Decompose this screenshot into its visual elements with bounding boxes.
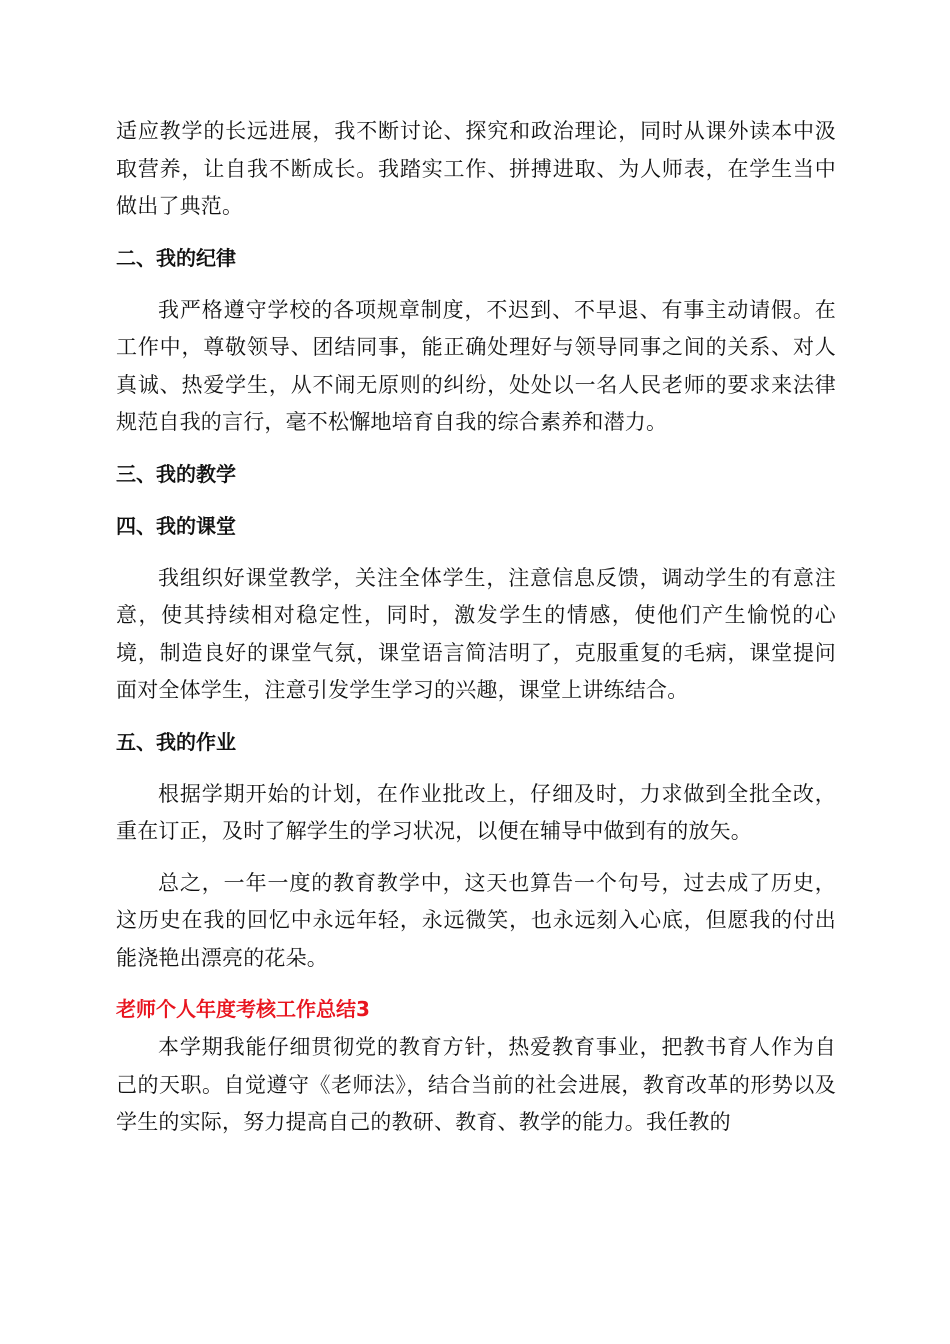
document-page xyxy=(116,113,836,1156)
section-title: 老师个人年度考核工作总结3 xyxy=(116,997,370,1021)
paragraph-section-intro: 本学期我能仔细贯彻党的教育方针，热爱教育事业，把教书育人作为自己的天职。自觉遵守《老师法》，结合当前的社会进展，教育改革的形势以及学生的实际，努力提高自己的教研、教育、教学的能力。我任教的 xyxy=(116,1035,836,1134)
paragraph-continuation: 适应教学的长远进展，我不断讨论、探究和政治理论，同时从课外读本中汲取营养，让自我不断成长。我踏实工作、拼搏进取、为人师表，在学生当中做出了典范。 xyxy=(116,119,836,218)
paragraph-homework: 根据学期开始的计划，在作业批改上，仔细及时，力求做到全批全改，重在订正，及时了解学生的学习状况，以便在辅导中做到有的放矢。 xyxy=(116,781,836,843)
heading-discipline: 二、我的纪律 xyxy=(116,245,236,270)
heading-homework: 五、我的作业 xyxy=(116,729,236,754)
paragraph-classroom: 我组织好课堂教学，关注全体学生，注意信息反馈，调动学生的有意注意，使其持续相对稳定性，同时，激发学生的情感，使他们产生愉悦的心境，制造良好的课堂气氛，课堂语言简洁明了，克服重复的毛病，课堂提问面对全体学生，注意引发学生学习的兴趣，课堂上讲练结合。 xyxy=(116,565,836,702)
paragraph-discipline: 我严格遵守学校的各项规章制度，不迟到、不早退、有事主动请假。在工作中，尊敬领导、团结同事，能正确处理好与领导同事之间的关系、对人真诚、热爱学生，从不闹无原则的纠纷，处处以一名人民老师的要求来法律规范自我的言行，毫不松懈地培育自我的综合素养和潜力。 xyxy=(116,297,836,434)
heading-teaching: 三、我的教学 xyxy=(116,461,236,486)
heading-classroom: 四、我的课堂 xyxy=(116,513,236,538)
paragraph-conclusion: 总之，一年一度的教育教学中，这天也算告一个句号，过去成了历史，这历史在我的回忆中永远年轻，永远微笑，也永远刻入心底，但愿我的付出能浇艳出漂亮的花朵。 xyxy=(116,870,836,970)
